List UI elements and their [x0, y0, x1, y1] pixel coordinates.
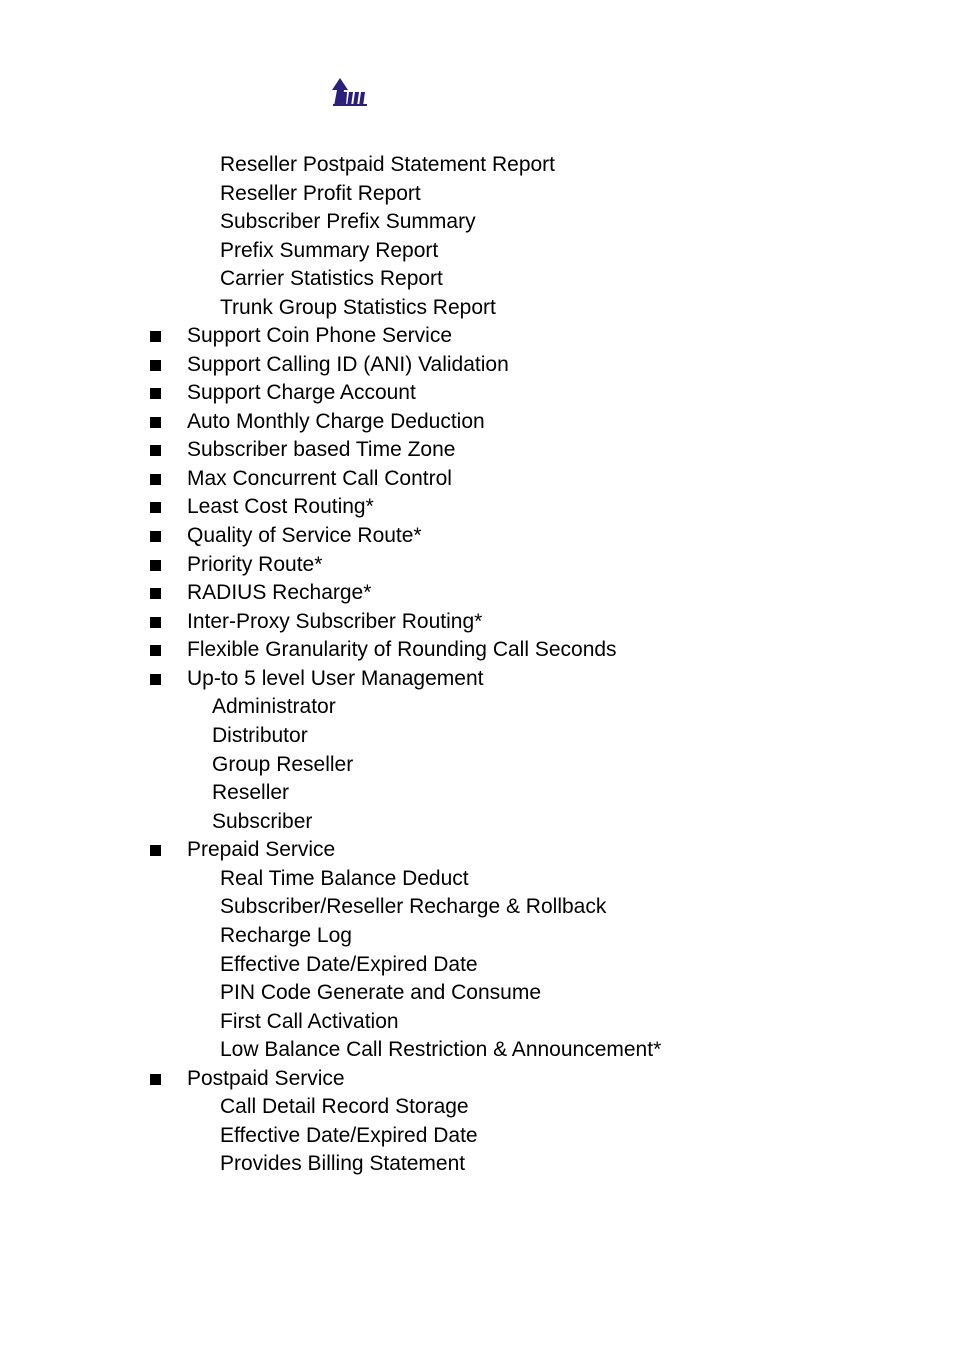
- user-level-item: Distributor: [212, 724, 308, 747]
- feature-item: Up-to 5 level User Management: [187, 667, 484, 690]
- square-bullet-icon: [150, 388, 161, 399]
- feature-item: Subscriber based Time Zone: [187, 438, 456, 461]
- postpaid-item: Provides Billing Statement: [220, 1152, 466, 1175]
- square-bullet-icon: [150, 560, 161, 571]
- square-bullet-icon: [150, 417, 161, 428]
- company-logo: [331, 78, 369, 108]
- feature-item: Support Charge Account: [187, 381, 416, 404]
- square-bullet-icon: [150, 531, 161, 542]
- feature-item: Max Concurrent Call Control: [187, 467, 452, 490]
- feature-item: Support Calling ID (ANI) Validation: [187, 353, 509, 376]
- report-item: Trunk Group Statistics Report: [220, 296, 496, 319]
- user-level-item: Reseller: [212, 781, 290, 804]
- square-bullet-icon: [150, 474, 161, 485]
- prepaid-item: Subscriber/Reseller Recharge & Rollback: [220, 895, 607, 918]
- square-bullet-icon: [150, 674, 161, 685]
- user-level-item: Administrator: [212, 695, 336, 718]
- feature-item: Auto Monthly Charge Deduction: [187, 410, 485, 433]
- report-item: Carrier Statistics Report: [220, 267, 443, 290]
- prepaid-item: Real Time Balance Deduct: [220, 867, 469, 890]
- report-item: Reseller Postpaid Statement Report: [220, 153, 556, 176]
- user-level-item: Group Reseller: [212, 753, 354, 776]
- report-item: Reseller Profit Report: [220, 182, 421, 205]
- prepaid-item: PIN Code Generate and Consume: [220, 981, 542, 1004]
- feature-item: Least Cost Routing*: [187, 495, 374, 518]
- feature-item: Inter-Proxy Subscriber Routing*: [187, 610, 483, 633]
- prepaid-item: Low Balance Call Restriction & Announcement*: [220, 1038, 662, 1061]
- postpaid-service-heading: Postpaid Service: [187, 1067, 345, 1090]
- square-bullet-icon: [150, 331, 161, 342]
- square-bullet-icon: [150, 617, 161, 628]
- postpaid-item: Call Detail Record Storage: [220, 1095, 469, 1118]
- square-bullet-icon: [150, 445, 161, 456]
- prepaid-item: First Call Activation: [220, 1010, 399, 1033]
- square-bullet-icon: [150, 502, 161, 513]
- feature-item: RADIUS Recharge*: [187, 581, 372, 604]
- logo-arrow-icon: [331, 78, 369, 108]
- feature-item: Quality of Service Route*: [187, 524, 422, 547]
- prepaid-service-heading: Prepaid Service: [187, 838, 336, 861]
- square-bullet-icon: [150, 1074, 161, 1085]
- prepaid-item: Recharge Log: [220, 924, 352, 947]
- prepaid-item: Effective Date/Expired Date: [220, 953, 478, 976]
- feature-item: Priority Route*: [187, 553, 323, 576]
- square-bullet-icon: [150, 588, 161, 599]
- report-item: Prefix Summary Report: [220, 239, 439, 262]
- square-bullet-icon: [150, 360, 161, 371]
- square-bullet-icon: [150, 645, 161, 656]
- feature-item: Flexible Granularity of Rounding Call Seconds: [187, 638, 617, 661]
- user-level-item: Subscriber: [212, 810, 313, 833]
- feature-item: Support Coin Phone Service: [187, 324, 452, 347]
- postpaid-item: Effective Date/Expired Date: [220, 1124, 478, 1147]
- square-bullet-icon: [150, 845, 161, 856]
- report-item: Subscriber Prefix Summary: [220, 210, 476, 233]
